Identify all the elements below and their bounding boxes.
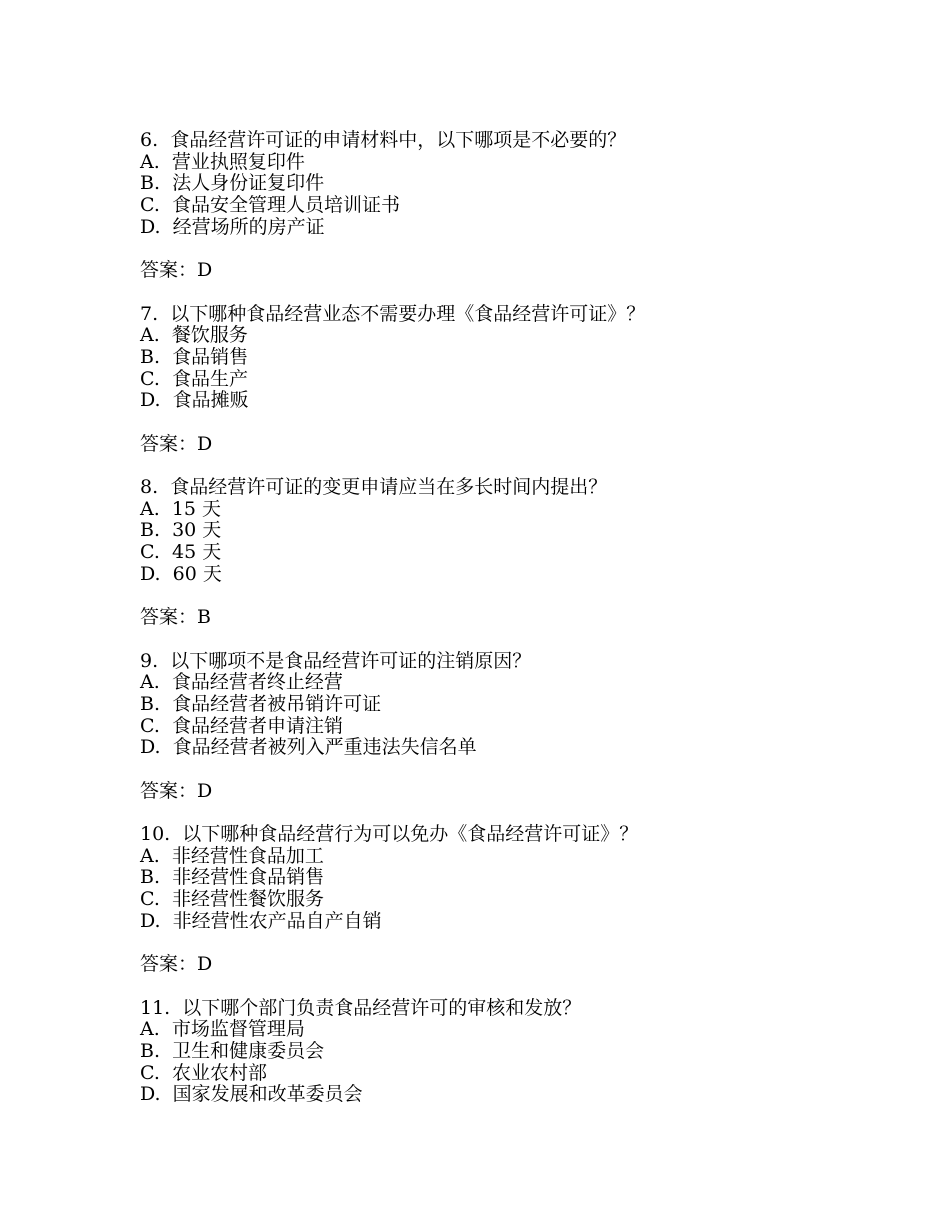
question-8 bbox=[140, 477, 900, 629]
option-a: A. 食品经营者终止经营 bbox=[140, 671, 343, 694]
answer-line: 答案：D bbox=[140, 779, 213, 802]
option-a: A. 15 天 bbox=[140, 497, 222, 520]
question-stem: 7. 以下哪种食品经营业态不需要办理《食品经营许可证》？ bbox=[140, 302, 646, 325]
option-b: B. 30 天 bbox=[140, 519, 222, 542]
option-b: B. 食品经营者被吊销许可证 bbox=[140, 692, 382, 715]
option-c: C. 食品安全管理人员培训证书 bbox=[140, 194, 400, 217]
question-stem: 11. 以下哪个部门负责食品经营许可的审核和发放？ bbox=[140, 996, 582, 1019]
option-a: A. 营业执照复印件 bbox=[140, 150, 305, 173]
option-c: C. 食品经营者申请注销 bbox=[140, 714, 343, 737]
option-a: A. 非经营性食品加工 bbox=[140, 844, 324, 867]
question-stem: 8. 食品经营许可证的变更申请应当在多长时间内提出？ bbox=[140, 476, 608, 498]
option-c: C. 食品生产 bbox=[140, 367, 248, 390]
option-a: A. 市场监督管理局 bbox=[140, 1018, 305, 1041]
answer-line: 答案：D bbox=[140, 953, 213, 976]
question-9 bbox=[140, 651, 900, 803]
question-stem: 9. 以下哪项不是食品经营许可证的注销原因？ bbox=[140, 649, 532, 672]
option-c: C. 农业农村部 bbox=[140, 1061, 267, 1084]
option-a: A. 餐饮服务 bbox=[140, 324, 248, 347]
option-d: D. 非经营性农产品自产自销 bbox=[140, 909, 382, 932]
option-b: B. 非经营性食品销售 bbox=[140, 866, 325, 889]
question-11 bbox=[140, 998, 900, 1106]
question-7 bbox=[140, 304, 900, 456]
option-d: D. 食品摊贩 bbox=[140, 389, 249, 412]
question-10 bbox=[140, 824, 900, 976]
question-6 bbox=[140, 130, 900, 282]
question-stem: 10. 以下哪种食品经营行为可以免办《食品经营许可证》？ bbox=[140, 823, 639, 845]
option-b: B. 卫生和健康委员会 bbox=[140, 1039, 325, 1062]
answer-line: 答案：B bbox=[140, 606, 211, 629]
answer-line: 答案：D bbox=[140, 432, 213, 455]
option-d: D. 60 天 bbox=[140, 562, 222, 585]
option-d: D. 国家发展和改革委员会 bbox=[140, 1083, 363, 1106]
question-stem: 6. 食品经营许可证的申请材料中，以下哪项是不必要的？ bbox=[140, 129, 627, 151]
option-d: D. 经营场所的房产证 bbox=[140, 215, 325, 238]
option-c: C. 45 天 bbox=[140, 541, 222, 564]
option-b: B. 法人身份证复印件 bbox=[140, 172, 325, 195]
option-c: C. 非经营性餐饮服务 bbox=[140, 888, 324, 911]
option-d: D. 食品经营者被列入严重违法失信名单 bbox=[140, 736, 477, 759]
question-list bbox=[140, 130, 900, 1106]
option-b: B. 食品销售 bbox=[140, 345, 249, 368]
answer-line: 答案：D bbox=[140, 259, 213, 282]
